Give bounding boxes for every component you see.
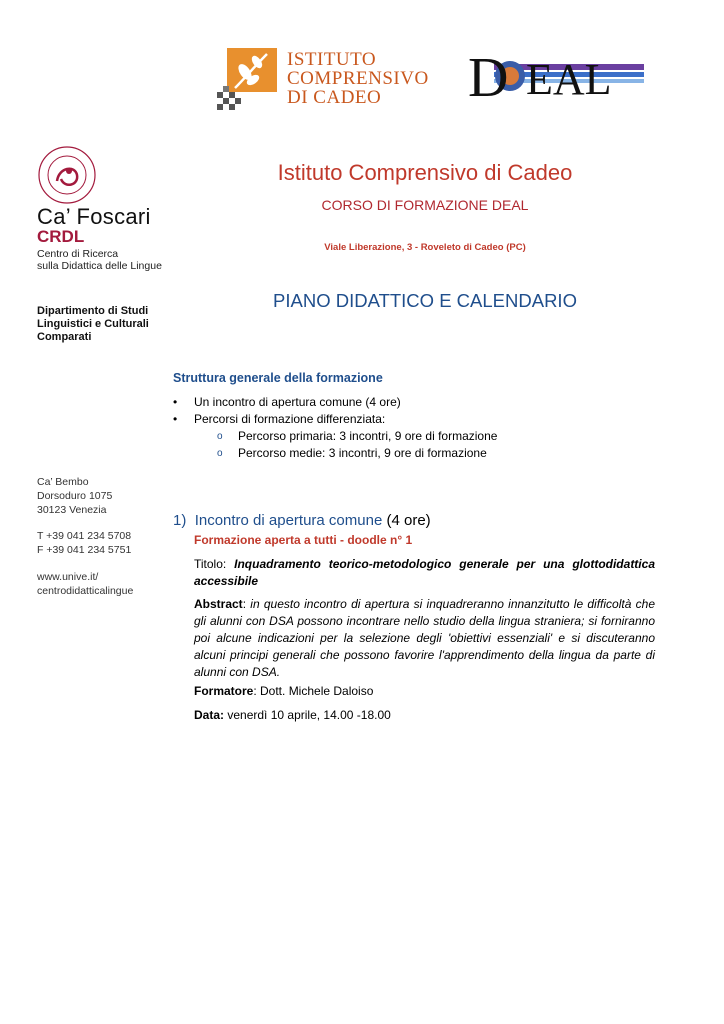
- list-item-text: Un incontro di apertura comune (4 ore): [194, 395, 401, 409]
- svg-text:D: D: [468, 47, 509, 102]
- deal-logo: [466, 44, 644, 102]
- abstract-paragraph: Abstract: in questo incontro di apertura si inquadreranno innanzitutto le difficoltà che gli alunni con DSA possono incontrare nello studio della lingua straniera; si forniranno poi alcune indicazioni per la selezione degli 'obiettivi essenziali' e si discuteranno alcuni principi generali che possono favorire l'apprendimento della lingua da parte di alunni con DSA.: [194, 597, 655, 679]
- sub-list-item-text: Percorso primaria: 3 incontri, 9 ore di formazione: [238, 429, 498, 443]
- ic-logo-text: [287, 50, 429, 107]
- crdl-subtitle-line-1: Centro di Ricerca: [37, 248, 119, 260]
- structure-heading: Struttura generale della formazione: [173, 371, 383, 385]
- university-name: Ca’ Foscari: [37, 204, 151, 229]
- circle-bullet-icon: o: [217, 448, 223, 459]
- website-line-1[interactable]: www.unive.it/: [37, 571, 99, 583]
- date-text: venerdì 10 aprile, 14.00 -18.00: [227, 708, 391, 722]
- crdl-subtitle-line-2: sulla Didattica delle Lingue: [37, 260, 162, 272]
- venue-address: Viale Liberazione, 3 - Roveleto di Cadeo (PC): [324, 242, 526, 253]
- fax-number: F +39 041 234 5751: [37, 544, 132, 556]
- abstract-text: in questo incontro di apertura si inquadreranno innanzitutto le difficoltà che gli alunni con DSA possono incontrare nello studio della lingua straniera; si forniranno poi alcune indicazioni per la selezione degli 'obiettivi essenziali' e si discuteranno alcuni principi generali che possono favorire l'apprendimento della lingua da parte di alunni con DSA.: [194, 597, 655, 679]
- bullet-icon: •: [173, 395, 178, 409]
- formatore-label: Formatore: [194, 684, 254, 698]
- crdl-name: CRDL: [37, 227, 85, 246]
- ic-logo-line-2: COMPRENSIVO: [287, 68, 429, 89]
- section-hours: (4 ore): [386, 512, 431, 529]
- dept-line-2: Linguistici e Culturali: [37, 318, 149, 330]
- list-item-text: Percorsi di formazione differenziata:: [194, 412, 386, 426]
- plan-title: PIANO DIDATTICO E CALENDARIO: [273, 290, 577, 311]
- address-line-2: Dorsoduro 1075: [37, 490, 113, 502]
- titolo-label: Titolo:: [194, 557, 227, 571]
- section-number: 1): [173, 512, 187, 529]
- dept-line-1: Dipartimento di Studi: [37, 305, 149, 317]
- section-title: Incontro di apertura comune: [194, 512, 383, 529]
- circle-bullet-icon: o: [217, 431, 223, 442]
- section-1-heading: [173, 512, 431, 529]
- abstract-label: Abstract: [194, 597, 243, 611]
- website-line-2[interactable]: centrodidatticalingue: [37, 585, 134, 597]
- date-label: Data:: [194, 708, 225, 722]
- bullet-icon: •: [173, 412, 178, 426]
- document-title: Istituto Comprensivo di Cadeo: [277, 160, 573, 185]
- address-line-1: Ca’ Bembo: [37, 476, 89, 488]
- deal-logo-icon: [466, 44, 644, 102]
- formatore-text: : Dott. Michele Daloiso: [253, 684, 374, 698]
- crdl-subtitle: [37, 248, 177, 272]
- address-line-3: 30123 Venezia: [37, 504, 107, 516]
- section-1-subtitle: Formazione aperta a tutti - doodle n° 1: [194, 533, 413, 547]
- course-title: CORSO DI FORMAZIONE DEAL: [321, 197, 529, 213]
- titolo-paragraph: [194, 556, 655, 590]
- formatore-paragraph: [194, 683, 655, 700]
- phone-numbers: [37, 529, 177, 557]
- sub-list-item-text: Percorso medie: 3 incontri, 9 ore di formazione: [238, 446, 487, 460]
- website[interactable]: [37, 570, 177, 598]
- university-seal-icon: [37, 145, 97, 205]
- titolo-text: Inquadramento teorico-metodologico generale per una glottodidattica accessibile: [194, 557, 655, 588]
- ca-foscari-seal: [37, 145, 97, 205]
- ic-logo-line-1: ISTITUTO: [287, 49, 377, 70]
- ic-logo-line-3: DI CADEO: [287, 87, 382, 108]
- date-paragraph: [194, 707, 655, 724]
- ic-logo-mark-icon: [215, 48, 283, 110]
- svg-text:EAL: EAL: [526, 55, 612, 102]
- department-name: [37, 305, 177, 344]
- dept-line-3: Comparati: [37, 331, 92, 343]
- postal-address: [37, 475, 177, 517]
- phone-number: T +39 041 234 5708: [37, 530, 132, 542]
- ic-cadeo-logo: [215, 48, 445, 110]
